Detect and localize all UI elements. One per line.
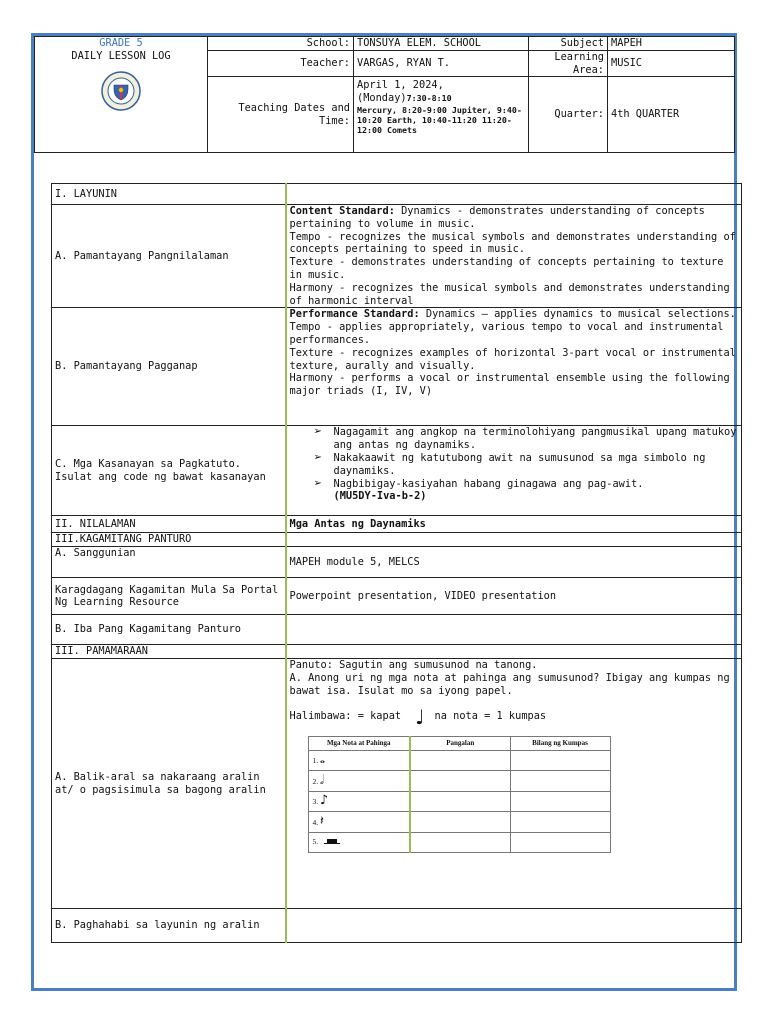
performance-standard-line: Harmony - performs a vocal or instrumental ensemble using the following major triads (I, IV, V) (289, 372, 730, 398)
pamamaraan-value (286, 645, 742, 659)
learning-area-label: Learning Area: (529, 50, 608, 77)
learning-area-value: MUSIC (608, 50, 735, 77)
row-number: 3. (312, 797, 319, 807)
grade-label: GRADE 5 (99, 37, 143, 49)
halimbawa-suffix: na nota = 1 kumpas (434, 710, 547, 723)
dates-value-cell (354, 77, 529, 153)
quarter-note-icon: ♩ (415, 704, 425, 729)
pangalan-cell[interactable] (410, 832, 510, 853)
table-row (308, 791, 610, 812)
kumpas-cell[interactable] (510, 812, 610, 833)
kasanayan-item: ➢ Nagagamit ang angkop na terminolohiyang pangmusikal upang matukoy ang antas ng daynamiks. (304, 426, 739, 452)
notes-table (308, 736, 611, 854)
kagamitan-label: III.KAGAMITANG PANTURO (52, 533, 286, 547)
kasanayan-cell (286, 426, 742, 516)
table-row (308, 812, 610, 833)
performance-standard-line: Dynamics – applies dynamics to musical selections. (425, 308, 736, 321)
kumpas-cell[interactable] (510, 791, 610, 812)
note-cell (308, 750, 410, 771)
log-title: DAILY LESSON LOG (71, 49, 171, 62)
header-title-cell (35, 37, 208, 153)
quarter-label: Quarter: (529, 77, 608, 153)
row-number: 5. (312, 837, 319, 847)
kasanayan-item: ➢ Nakakaawit ng katutubong awit na sumusunod sa mga simbolo ng daynamiks. (304, 452, 739, 478)
nilalaman-label: II. NILALAMAN (52, 516, 286, 533)
kasanayan-label: C. Mga Kasanayan sa Pagkatuto. Isulat ang code ng bawat kasanayan (52, 426, 286, 516)
kasanayan-item (304, 478, 739, 504)
content-standard-cell (286, 205, 742, 308)
pamantayan-pangnilalaman-label: A. Pamantayang Pangnilalaman (52, 205, 286, 308)
panuto-text: Panuto: Sagutin ang sumusunod na tanong. (289, 659, 538, 672)
kumpas-cell[interactable] (510, 832, 610, 853)
date-time: 7:30-8:10 (406, 93, 452, 104)
date-day: (Monday) (357, 92, 407, 105)
halimbawa-line (289, 704, 739, 729)
table-row (308, 750, 610, 771)
content-standard-line: Texture - demonstrates understanding of concepts pertaining to texture in music. (289, 256, 724, 281)
kagamitan-value (286, 533, 742, 547)
karagdagang-value: Powerpoint presentation, VIDEO presentation (286, 578, 742, 615)
subject-label: Subject (529, 37, 608, 51)
dates-label: Teaching Dates and Time: (208, 77, 354, 153)
layunin-label: I. LAYUNIN (52, 184, 286, 205)
pangalan-cell[interactable] (410, 771, 510, 792)
layunin-value (286, 184, 742, 205)
sanggunian-label: A. Sanggunian (52, 547, 286, 578)
half-note-icon: 𝅗𝅥 (319, 772, 324, 788)
nilalaman-value: Mga Antas ng Daynamiks (286, 516, 742, 533)
table-row (308, 832, 610, 853)
iba-pang-value (286, 615, 742, 645)
subject-value: MAPEH (608, 37, 735, 51)
note-cell (308, 771, 410, 792)
note-cell (308, 812, 410, 833)
date-line1: April 1, 2024, (357, 79, 444, 92)
kumpas-cell[interactable] (510, 750, 610, 771)
row-number: 2. (312, 776, 319, 786)
teacher-label: Teacher: (208, 50, 354, 77)
header-table (34, 36, 735, 153)
school-label: School: (306, 37, 350, 49)
teacher-value: VARGAS, RYAN T. (354, 50, 529, 77)
row-number: 1. (312, 756, 319, 766)
performance-standard-line: Tempo - applies appropriately, various tempo to vocal and instrumental performances. (289, 321, 724, 346)
pamantayan-pagganap-label: B. Pamantayang Pagganap (52, 308, 286, 426)
kasanayan-item-text: Nagbibigay-kasiyahan habang ginagawa ang pag-awit. (333, 477, 644, 490)
question-text: A. Anong uri ng mga nota at pahinga ang sumusunod? Ibigay ang kumpas ng bawat isa. Isulat mo sa iyong papel. (289, 672, 730, 697)
notes-header: Mga Nota at Pahinga (308, 736, 410, 750)
half-rest-icon (324, 837, 340, 848)
pangalan-cell[interactable] (410, 791, 510, 812)
halimbawa-prefix: Halimbawa: = kapat (289, 710, 402, 723)
lesson-log-page (31, 33, 737, 991)
iba-pang-label: B. Iba Pang Kagamitang Panturo (52, 615, 286, 645)
paghahabi-value (286, 909, 742, 943)
whole-note-icon: 𝅝 (319, 752, 326, 768)
pangalan-cell[interactable] (410, 812, 510, 833)
performance-standard-line: Texture - recognizes examples of horizontal 3-part vocal or instrumental texture, aurally and visually. (289, 346, 736, 372)
date-schedule: Mercury, 8:20-9:00 Jupiter, 9:40-10:20 Earth, 10:40-11:20 11:20-12:00 Comets (357, 104, 522, 135)
kasanayan-code: (MU5DY-Iva-b-2) (333, 490, 427, 503)
paghahabi-label: B. Paghahabi sa layunin ng aralin (52, 909, 286, 943)
notes-header: Bilang ng Kumpas (510, 736, 610, 750)
lesson-table (51, 183, 742, 943)
performance-standard-label: Performance Standard: (289, 308, 420, 321)
table-row (308, 771, 610, 792)
note-cell (308, 832, 410, 853)
school-label-cell (208, 37, 354, 51)
row-number: 4. (312, 817, 319, 827)
content-standard-line: Dynamics - demonstrates understanding of concepts pertaining to volume in music. (289, 205, 705, 230)
balik-aral-label: A. Balik-aral sa nakaraang aralin at/ o pagsisimula sa bagong aralin (52, 659, 286, 909)
balik-aral-cell (286, 659, 742, 909)
quarter-rest-icon: 𝄽 (319, 813, 324, 829)
school-value: TONSUYA ELEM. SCHOOL (354, 37, 529, 51)
pamamaraan-label: III. PAMAMARAAN (52, 645, 286, 659)
pangalan-cell[interactable] (410, 750, 510, 771)
sanggunian-value: MAPEH module 5, MELCS (286, 547, 742, 578)
content-standard-line: Tempo - recognizes the musical symbols and demonstrates understanding of concepts pertaining to speed in music. (289, 230, 736, 256)
content-standard-label: Content Standard: (289, 205, 395, 217)
karagdagang-label: Karagdagang Kagamitan Mula Sa Portal Ng Learning Resource (52, 578, 286, 615)
quarter-value: 4th QUARTER (608, 77, 735, 153)
kumpas-cell[interactable] (510, 771, 610, 792)
eighth-note-icon: ♪ (319, 793, 329, 809)
note-cell (308, 791, 410, 812)
content-standard-line: Harmony - recognizes the musical symbols and demonstrates understanding of harmonic interval (289, 281, 730, 307)
notes-header: Pangalan (410, 736, 510, 750)
performance-standard-cell (286, 308, 742, 426)
deped-seal-icon (38, 71, 204, 111)
